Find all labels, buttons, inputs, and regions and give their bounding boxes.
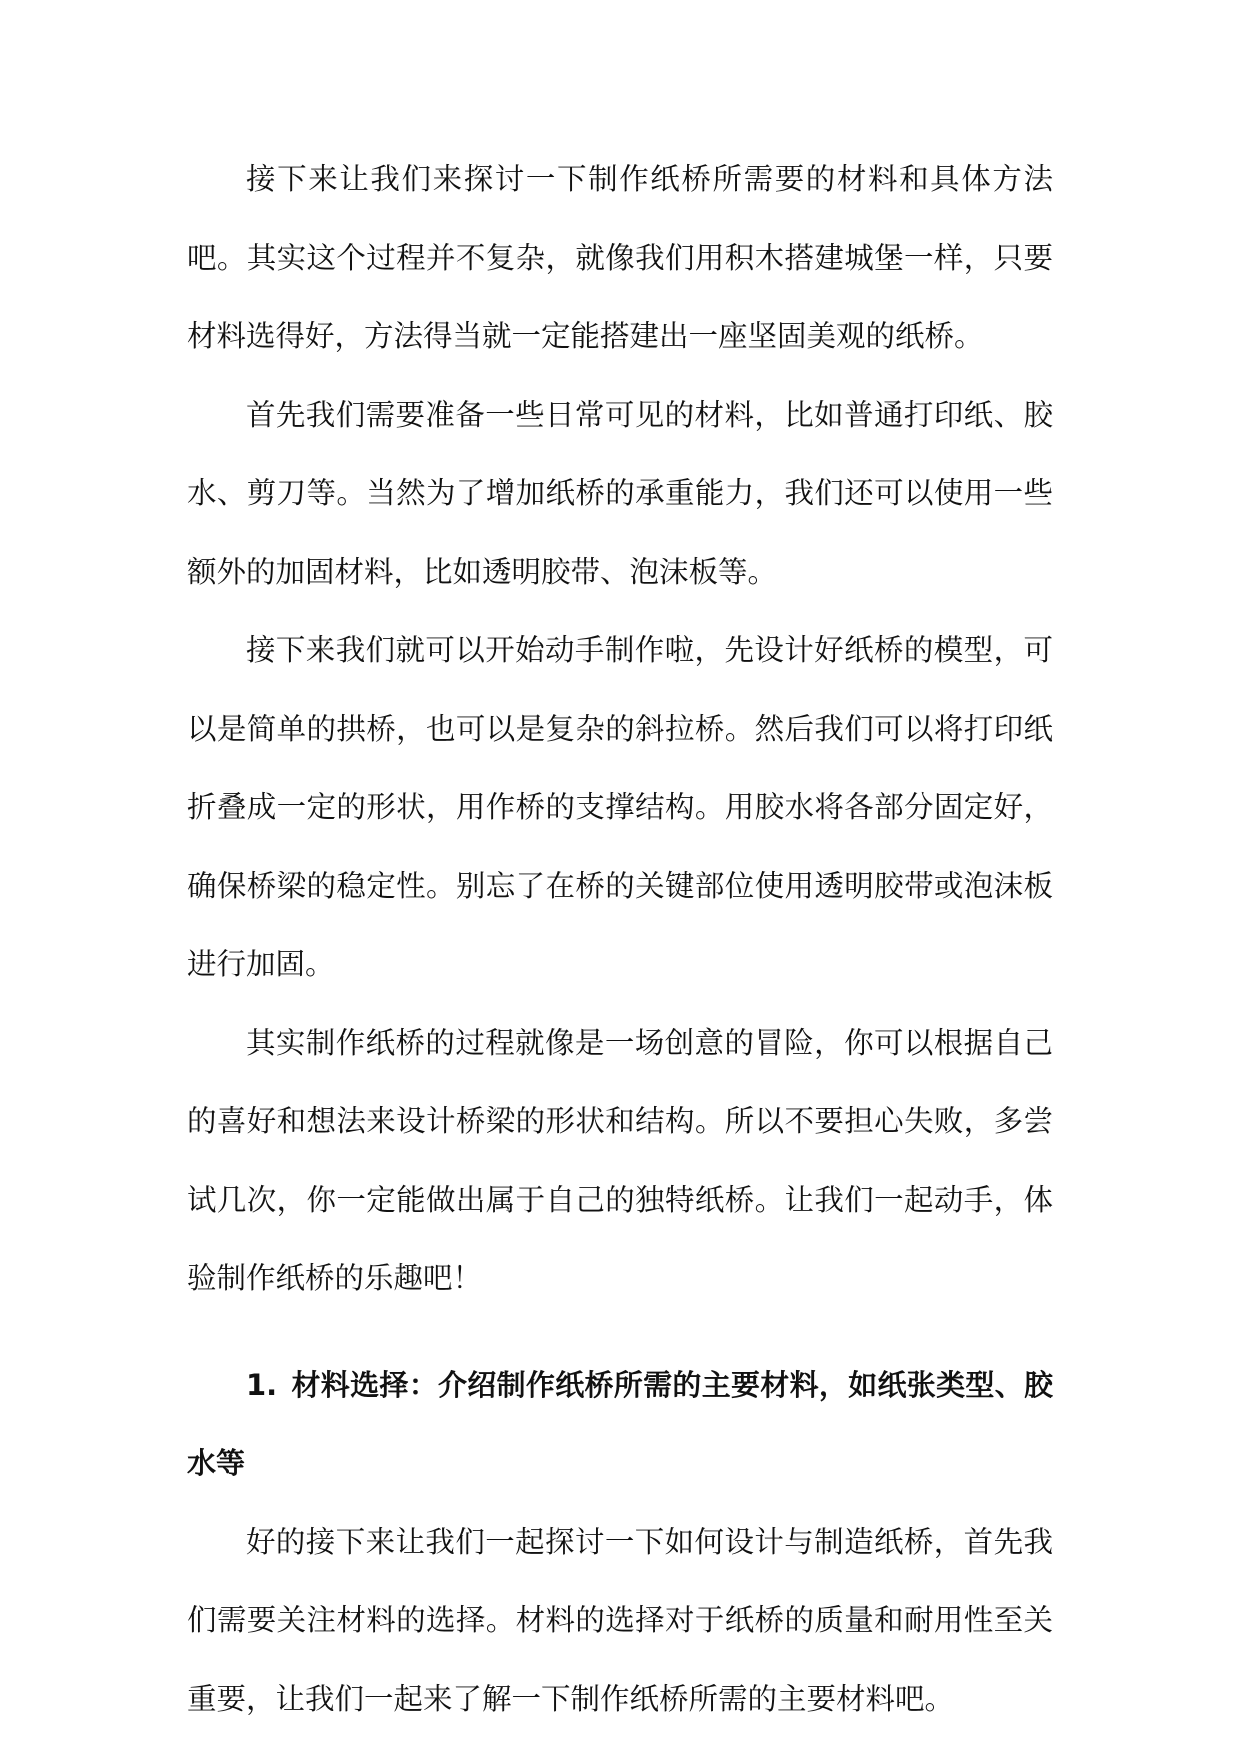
paragraph-construction-steps: 接下来我们就可以开始动手制作啦，先设计好纸桥的模型，可以是简单的拱桥，也可以是复杂的斜拉桥。然后我们可以将打印纸折叠成一定的形状，用作桥的支撑结构。用胶水将各部分固定好，确保桥梁的稳定性。别忘了在桥的关键部位使用透明胶带或泡沫板进行加固。	[187, 633, 1053, 981]
paragraph-materials-list: 首先我们需要准备一些日常可见的材料，比如普通打印纸、胶水、剪刀等。当然为了增加纸桥的承重能力，我们还可以使用一些额外的加固材料，比如透明胶带、泡沫板等。	[187, 397, 1053, 589]
paragraph-encouragement: 其实制作纸桥的过程就像是一场创意的冒险，你可以根据自己的喜好和想法来设计桥梁的形状和结构。所以不要担心失败，多尝试几次，你一定能做出属于自己的独特纸桥。让我们一起动手，体验制作纸桥的乐趣吧！	[187, 1025, 1053, 1295]
section-heading-number: 1.	[246, 1367, 278, 1402]
paragraph-material-selection: 好的接下来让我们一起探讨一下如何设计与制造纸桥，首先我们需要关注材料的选择。材料的选择对于纸桥的质量和耐用性至关重要，让我们一起来了解一下制作纸桥所需的主要材料吧。	[187, 1524, 1053, 1716]
section-heading-text: 材料选择：介绍制作纸桥所需的主要材料，如纸张类型、胶水等	[187, 1367, 1053, 1480]
section-heading	[187, 1346, 1053, 1503]
document-body	[187, 140, 1053, 1738]
paragraph-intro: 接下来让我们来探讨一下制作纸桥所需要的材料和具体方法吧。其实这个过程并不复杂，就像我们用积木搭建城堡一样，只要材料选得好，方法得当就一定能搭建出一座坚固美观的纸桥。	[187, 162, 1053, 353]
